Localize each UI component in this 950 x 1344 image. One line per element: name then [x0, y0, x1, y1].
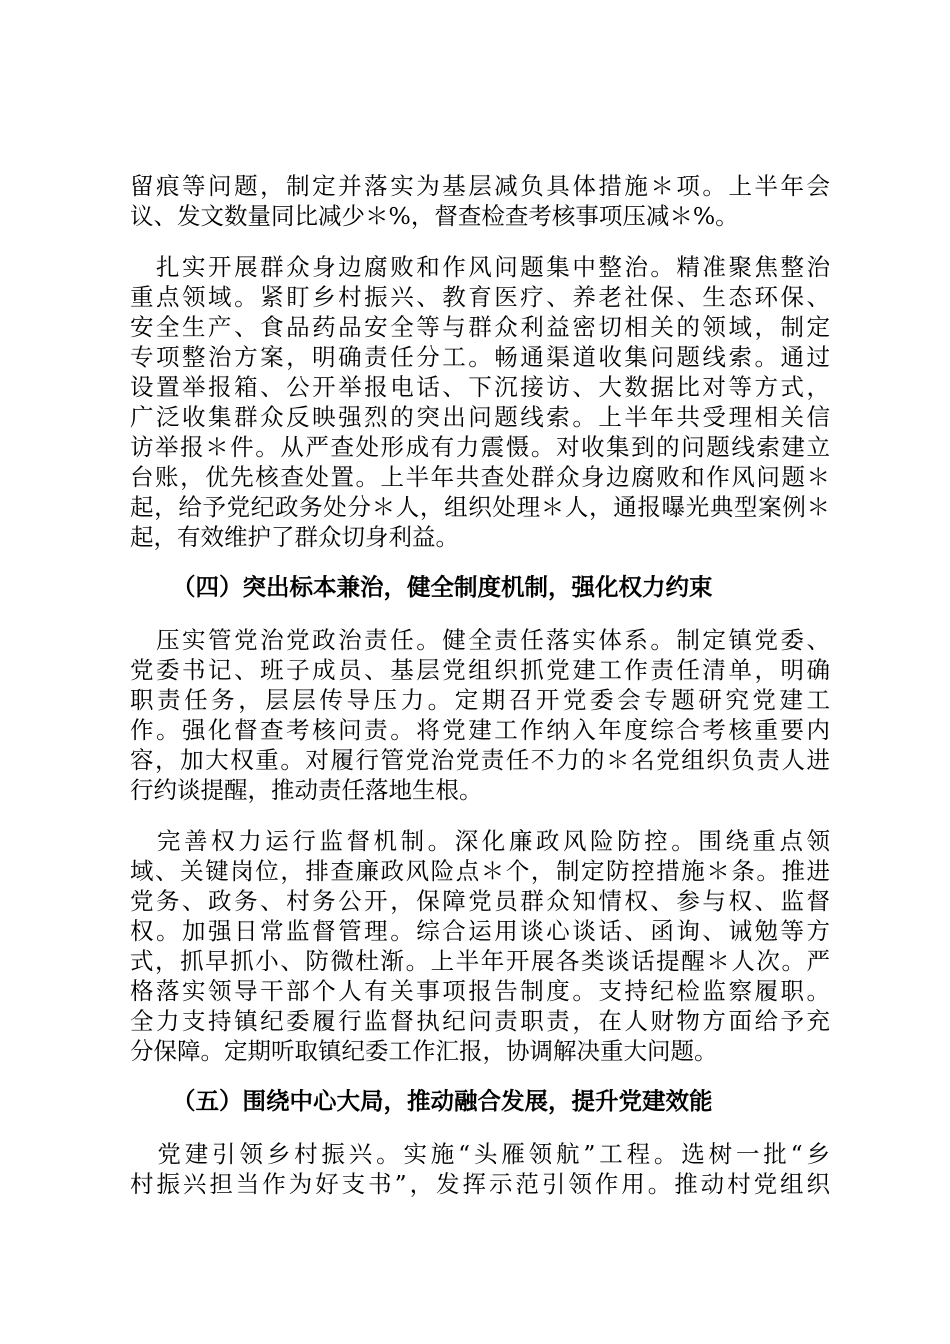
section-heading: （五）围绕中心大局，推动融合发展，提升党建效能: [172, 1087, 713, 1115]
body-text-line: 留痕等问题，制定并落实为基层减负具体措施＊项。上半年会: [130, 172, 830, 200]
body-text-line: 职责任务，层层传导压力。定期召开党委会专题研究党建工: [130, 686, 830, 714]
body-text-line: 域、关键岗位，排查廉政风险点＊个，制定防控措施＊条。推进: [130, 857, 830, 885]
body-text-line: 全力支持镇纪委履行监督执纪问责职责，在人财物方面给予充: [130, 1007, 830, 1035]
body-text-line: 广泛收集群众反映强烈的突出问题线索。上半年共受理相关信: [130, 403, 830, 431]
body-text-line: 压实管党治党政治责任。健全责任落实体系。制定镇党委、: [130, 626, 830, 654]
body-text-line: 专项整治方案，明确责任分工。畅通渠道收集问题线索。通过: [130, 343, 830, 371]
body-text-line: 完善权力运行监督机制。深化廉政风险防控。围绕重点领: [130, 827, 830, 855]
section-heading: （四）突出标本兼治，健全制度机制，强化权力约束: [172, 573, 713, 601]
body-text-line: 议、发文数量同比减少＊%，督查检查考核事项压减＊%。: [130, 202, 739, 230]
body-text-line: 起，有效维护了群众切身利益。: [130, 523, 459, 551]
body-text-line: 台账，优先核查处置。上半年共查处群众身边腐败和作风问题＊: [130, 463, 830, 491]
body-text-line: 格落实领导干部个人有关事项报告制度。支持纪检监察履职。: [130, 977, 830, 1005]
body-text-line: 设置举报箱、公开举报电话、下沉接访、大数据比对等方式，: [130, 373, 830, 401]
body-text-line: 党务、政务、村务公开，保障党员群众知情权、参与权、监督: [130, 887, 830, 915]
body-text-line: 党委书记、班子成员、基层党组织抓党建工作责任清单，明确: [130, 656, 830, 684]
body-text-line: 分保障。定期听取镇纪委工作汇报，协调解决重大问题。: [130, 1037, 718, 1065]
body-text-line: 式，抓早抓小、防微杜渐。上半年开展各类谈话提醒＊人次。严: [130, 947, 830, 975]
body-text-line: 扎实开展群众身边腐败和作风问题集中整治。精准聚焦整治: [130, 253, 830, 281]
body-text-line: 党建引领乡村振兴。实施“头雁领航”工程。选树一批“乡: [130, 1140, 830, 1168]
body-text-line: 行约谈提醒，推动责任落地生根。: [130, 776, 483, 804]
body-text-line: 安全生产、食品药品安全等与群众利益密切相关的领域，制定: [130, 313, 830, 341]
body-text-line: 重点领域。紧盯乡村振兴、教育医疗、养老社保、生态环保、: [130, 283, 830, 311]
body-text-line: 村振兴担当作为好支书”，发挥示范引领作用。推动村党组织: [130, 1170, 830, 1198]
body-text-line: 起，给予党纪政务处分＊人，组织处理＊人，通报曝光典型案例＊: [130, 493, 830, 521]
body-text-line: 作。强化督查考核问责。将党建工作纳入年度综合考核重要内: [130, 716, 830, 744]
body-text-line: 访举报＊件。从严查处形成有力震慑。对收集到的问题线索建立: [130, 433, 830, 461]
body-text-line: 容，加大权重。对履行管党治党责任不力的＊名党组织负责人进: [130, 746, 830, 774]
body-text-line: 权。加强日常监督管理。综合运用谈心谈话、函询、诫勉等方: [130, 917, 830, 945]
